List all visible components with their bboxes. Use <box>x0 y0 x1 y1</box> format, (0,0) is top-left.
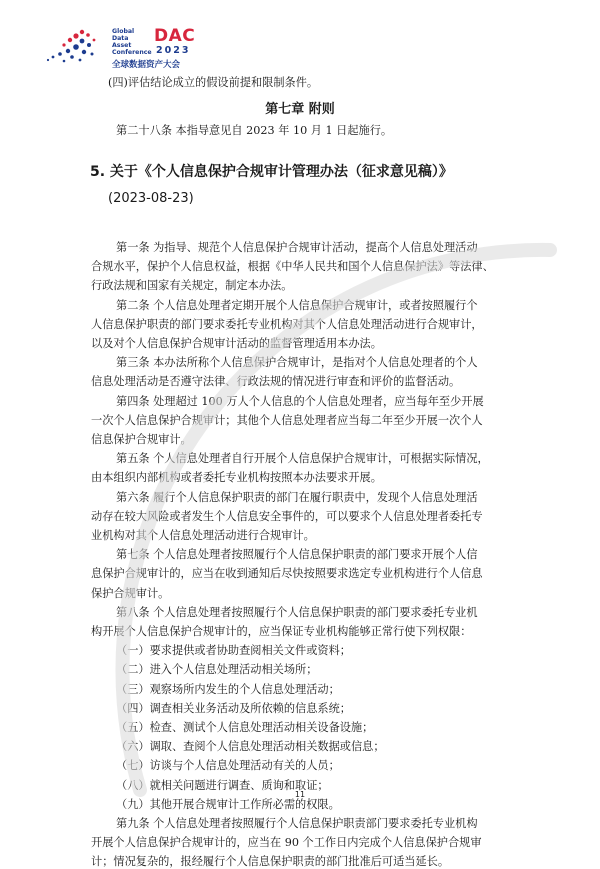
body-line: 第五条 个人信息处理者自行开展个人信息保护合规审计，可根据实际情况， <box>116 452 489 466</box>
dots-globe-icon <box>42 26 102 70</box>
body-line: 第九条 个人信息处理者按照履行个人信息保护职责部门要求委托专业机构 <box>116 817 478 830</box>
body-line: 第六条 履行个人信息保护职责的部门在履行职责中，发现个人信息处理活 <box>116 490 478 504</box>
body-line: 由本组织内部机构或者委托专业机构按照本办法要求开展。 <box>91 471 382 485</box>
body-line: 人信息保护职责的部门要求委托专业机构对其个人信息处理活动进行合规审计， <box>91 317 483 331</box>
body-line: 计；情况复杂的，报经履行个人信息保护职责的部门批准后可适当延长。 <box>91 855 450 869</box>
body-line: 第四条 处理超过 100 万人个人信息的个人信息处理者，应当每年至少开展 <box>116 394 484 408</box>
body-line: 信息处理活动是否遵守法律、行政法规的情况进行审查和评价的监督活动。 <box>91 375 461 389</box>
logo-english-text: Global Data Asset Conference <box>112 28 152 56</box>
logo-chinese-name: 全球数据资产大会 <box>112 60 181 70</box>
page-number: 11 <box>294 790 306 799</box>
body-line: 业机构对其个人信息处理活动进行合规审计。 <box>91 529 315 542</box>
logo-brand: DAC <box>154 26 196 46</box>
body-line: 行政法规和国家有关规定，制定本办法。 <box>91 279 293 293</box>
condition-item-4: (四)评估结论成立的假设前提和限制条件。 <box>108 76 319 89</box>
body-line: 构开展个人信息保护合规审计的，应当保证专业机构能够正常行使下列权限： <box>91 625 472 638</box>
body-line: 合规水平，保护个人信息权益，根据《中华人民共和国个人信息保护法》等法律、 <box>91 260 494 274</box>
section-date: (2023-08-23) <box>108 191 194 206</box>
body-line: 第八条 个人信息处理者按照履行个人信息保护职责的部门要求委托专业机 <box>116 605 478 619</box>
body-line: （八）就相关问题进行调查、质询和取证； <box>116 778 329 792</box>
body-line: （六）调取、查阅个人信息处理活动相关数据或信息； <box>116 740 385 754</box>
body-line: 动存在较大风险或者发生个人信息安全事件的，可以要求个人信息处理者委托专 <box>91 509 483 523</box>
body-line: （一）要求提供或者协助查阅相关文件或资料； <box>116 644 351 658</box>
body-line: （四）调查相关业务活动及所依赖的信息系统； <box>116 701 351 715</box>
body-line: 第一条 为指导、规范个人信息保护合规审计活动，提高个人信息处理活动 <box>116 241 478 254</box>
body-line: 第二条 个人信息处理者定期开展个人信息保护合规审计，或者按照履行个 <box>116 298 478 312</box>
body-line: （七）访谈与个人信息处理活动有关的人员； <box>116 759 340 773</box>
body-line: 第七条 个人信息处理者按照履行个人信息保护职责的部门要求开展个人信 <box>116 548 478 562</box>
body-line: 保护合规审计。 <box>91 586 170 600</box>
body-line: 第三条 本办法所称个人信息保护合规审计，是指对个人信息处理者的个人 <box>116 356 478 370</box>
body-line: 信息保护合规审计。 <box>91 433 192 446</box>
body-line: （九）其他开展合规审计工作所必需的权限。 <box>116 797 340 811</box>
body-line: （五）检查、测试个人信息处理活动相关设备设施； <box>116 721 374 734</box>
logo-year: 2023 <box>156 45 191 56</box>
article-28: 第二十八条 本指导意见自 2023 年 10 月 1 日起施行。 <box>116 124 393 137</box>
body-line: 开展个人信息保护合规审计的，应当在 90 个工作日内完成个人信息保护合规审 <box>91 836 482 850</box>
body-line: 一次个人信息保护合规审计；其他个人信息处理者应当每二年至少开展一次个人 <box>91 413 483 427</box>
conference-logo <box>42 26 202 70</box>
body-line: 息保护合规审计的，应当在收到通知后尽快按照要求选定专业机构进行个人信息 <box>91 567 483 581</box>
body-line: （二）进入个人信息处理活动相关场所； <box>116 663 318 677</box>
chapter-title: 第七章 附则 <box>265 102 335 117</box>
body-line: 以及对个人信息保护合规审计活动的监督管理适用本办法。 <box>91 337 382 350</box>
body-line: （三）观察场所内发生的个人信息处理活动； <box>116 682 340 696</box>
section-title: 5. 关于《个人信息保护合规审计管理办法（征求意见稿）》 <box>90 164 453 180</box>
